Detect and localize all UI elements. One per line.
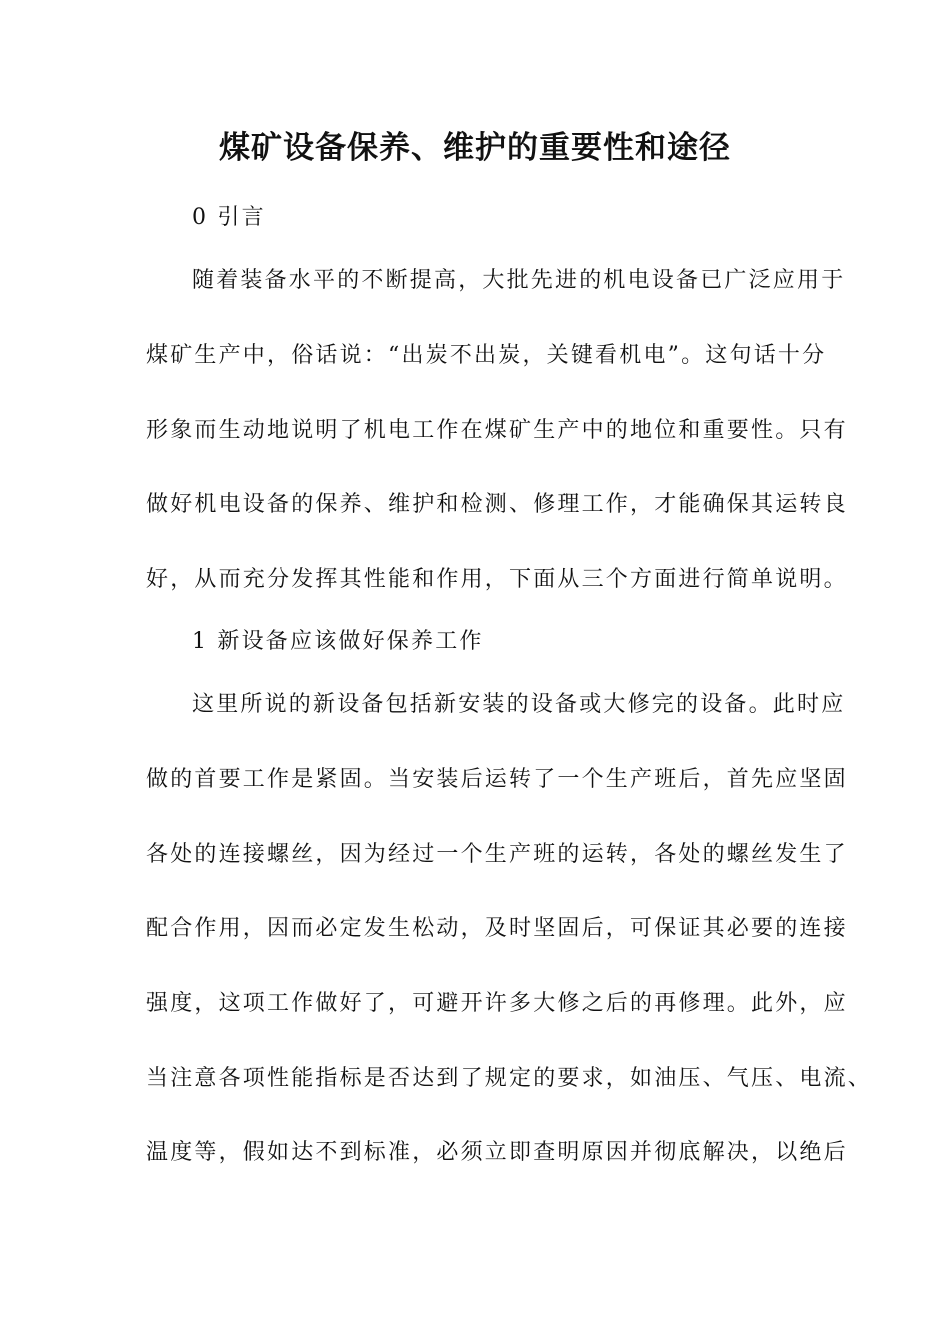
paragraph-line: 煤矿生产中，俗话说：“出炭不出炭，关键看机电”。这句话十分 xyxy=(146,343,827,368)
section-heading-introduction: 0 引言 xyxy=(192,205,266,230)
paragraph-line: 这里所说的新设备包括新安装的设备或大修完的设备。此时应 xyxy=(192,692,846,717)
paragraph-line: 随着装备水平的不断提高，大批先进的机电设备已广泛应用于 xyxy=(192,268,846,293)
paragraph-line: 强度，这项工作做好了，可避开许多大修之后的再修理。此外，应 xyxy=(146,991,848,1016)
paragraph-line: 做的首要工作是紧固。当安装后运转了一个生产班后，首先应坚固 xyxy=(146,767,848,792)
section-heading-new-equipment: 1 新设备应该做好保养工作 xyxy=(192,629,484,654)
paragraph-line: 做好机电设备的保养、维护和检测、修理工作，才能确保其运转良 xyxy=(146,492,848,517)
document-title: 煤矿设备保养、维护的重要性和途径 xyxy=(219,130,731,166)
paragraph-line: 各处的连接螺丝，因为经过一个生产班的运转，各处的螺丝发生了 xyxy=(146,842,848,867)
paragraph-line: 好，从而充分发挥其性能和作用，下面从三个方面进行简单说明。 xyxy=(146,567,848,592)
paragraph-line: 配合作用，因而必定发生松动，及时坚固后，可保证其必要的连接 xyxy=(146,916,848,941)
paragraph-line: 温度等，假如达不到标准，必须立即查明原因并彻底解决，以绝后 xyxy=(146,1140,848,1165)
paragraph-line: 形象而生动地说明了机电工作在煤矿生产中的地位和重要性。只有 xyxy=(146,418,848,443)
paragraph-line: 当注意各项性能指标是否达到了规定的要求，如油压、气压、电流、 xyxy=(146,1066,873,1091)
